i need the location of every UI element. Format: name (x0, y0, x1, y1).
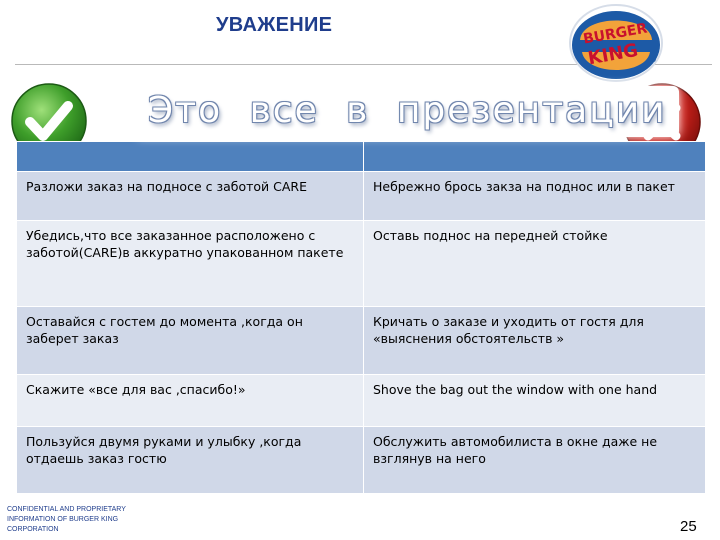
do-cell: Пользуйся двумя руками и улыбку ,когда отдаешь заказ гостю (17, 427, 364, 494)
table-row (17, 172, 706, 221)
dont-cell: Небрежно брось закза на поднос или в пакет (364, 172, 706, 221)
do-cell: Скажите «все для вас ,спасибо!» (17, 375, 364, 427)
table-row (17, 221, 706, 307)
do-cell: Разложи заказ на подносе с заботой CARE (17, 172, 364, 221)
table-header-row (17, 142, 706, 172)
page-number: 25 (680, 518, 697, 535)
burger-king-logo (566, 2, 666, 84)
header-cell-dont (364, 142, 706, 172)
logo-bottom-text: KING (586, 39, 640, 70)
table-row (17, 427, 706, 494)
dont-cell: Кричать о заказе и уходить от гостя для «выяснения обстоятельств » (364, 307, 706, 375)
table-row (17, 307, 706, 375)
dont-cell: Оставь поднос на передней стойке (364, 221, 706, 307)
do-cell: Убедись,что все заказанное расположено с заботой(CARE)в аккуратно упакованном пакете (17, 221, 364, 307)
page-title: УВАЖЕНИЕ (216, 14, 333, 36)
logo-registered-mark: ® (650, 56, 657, 64)
do-dont-table (16, 141, 706, 494)
confidential-notice: CONFIDENTIAL AND PROPRIETARY INFORMATION OF BURGER KING CORPORATION (7, 506, 126, 533)
header-cell-do (17, 142, 364, 172)
table-row (17, 375, 706, 427)
dont-cell: Обслужить автомобилиста в окне даже не взглянув на него (364, 427, 706, 494)
banner-heading: Это все в презентации (136, 86, 679, 137)
logo-top-text: BURGER (582, 20, 649, 48)
do-cell: Оставайся с гостем до момента ,когда он заберет заказ (17, 307, 364, 375)
dont-cell: Shove the bag out the window with one hand (364, 375, 706, 427)
